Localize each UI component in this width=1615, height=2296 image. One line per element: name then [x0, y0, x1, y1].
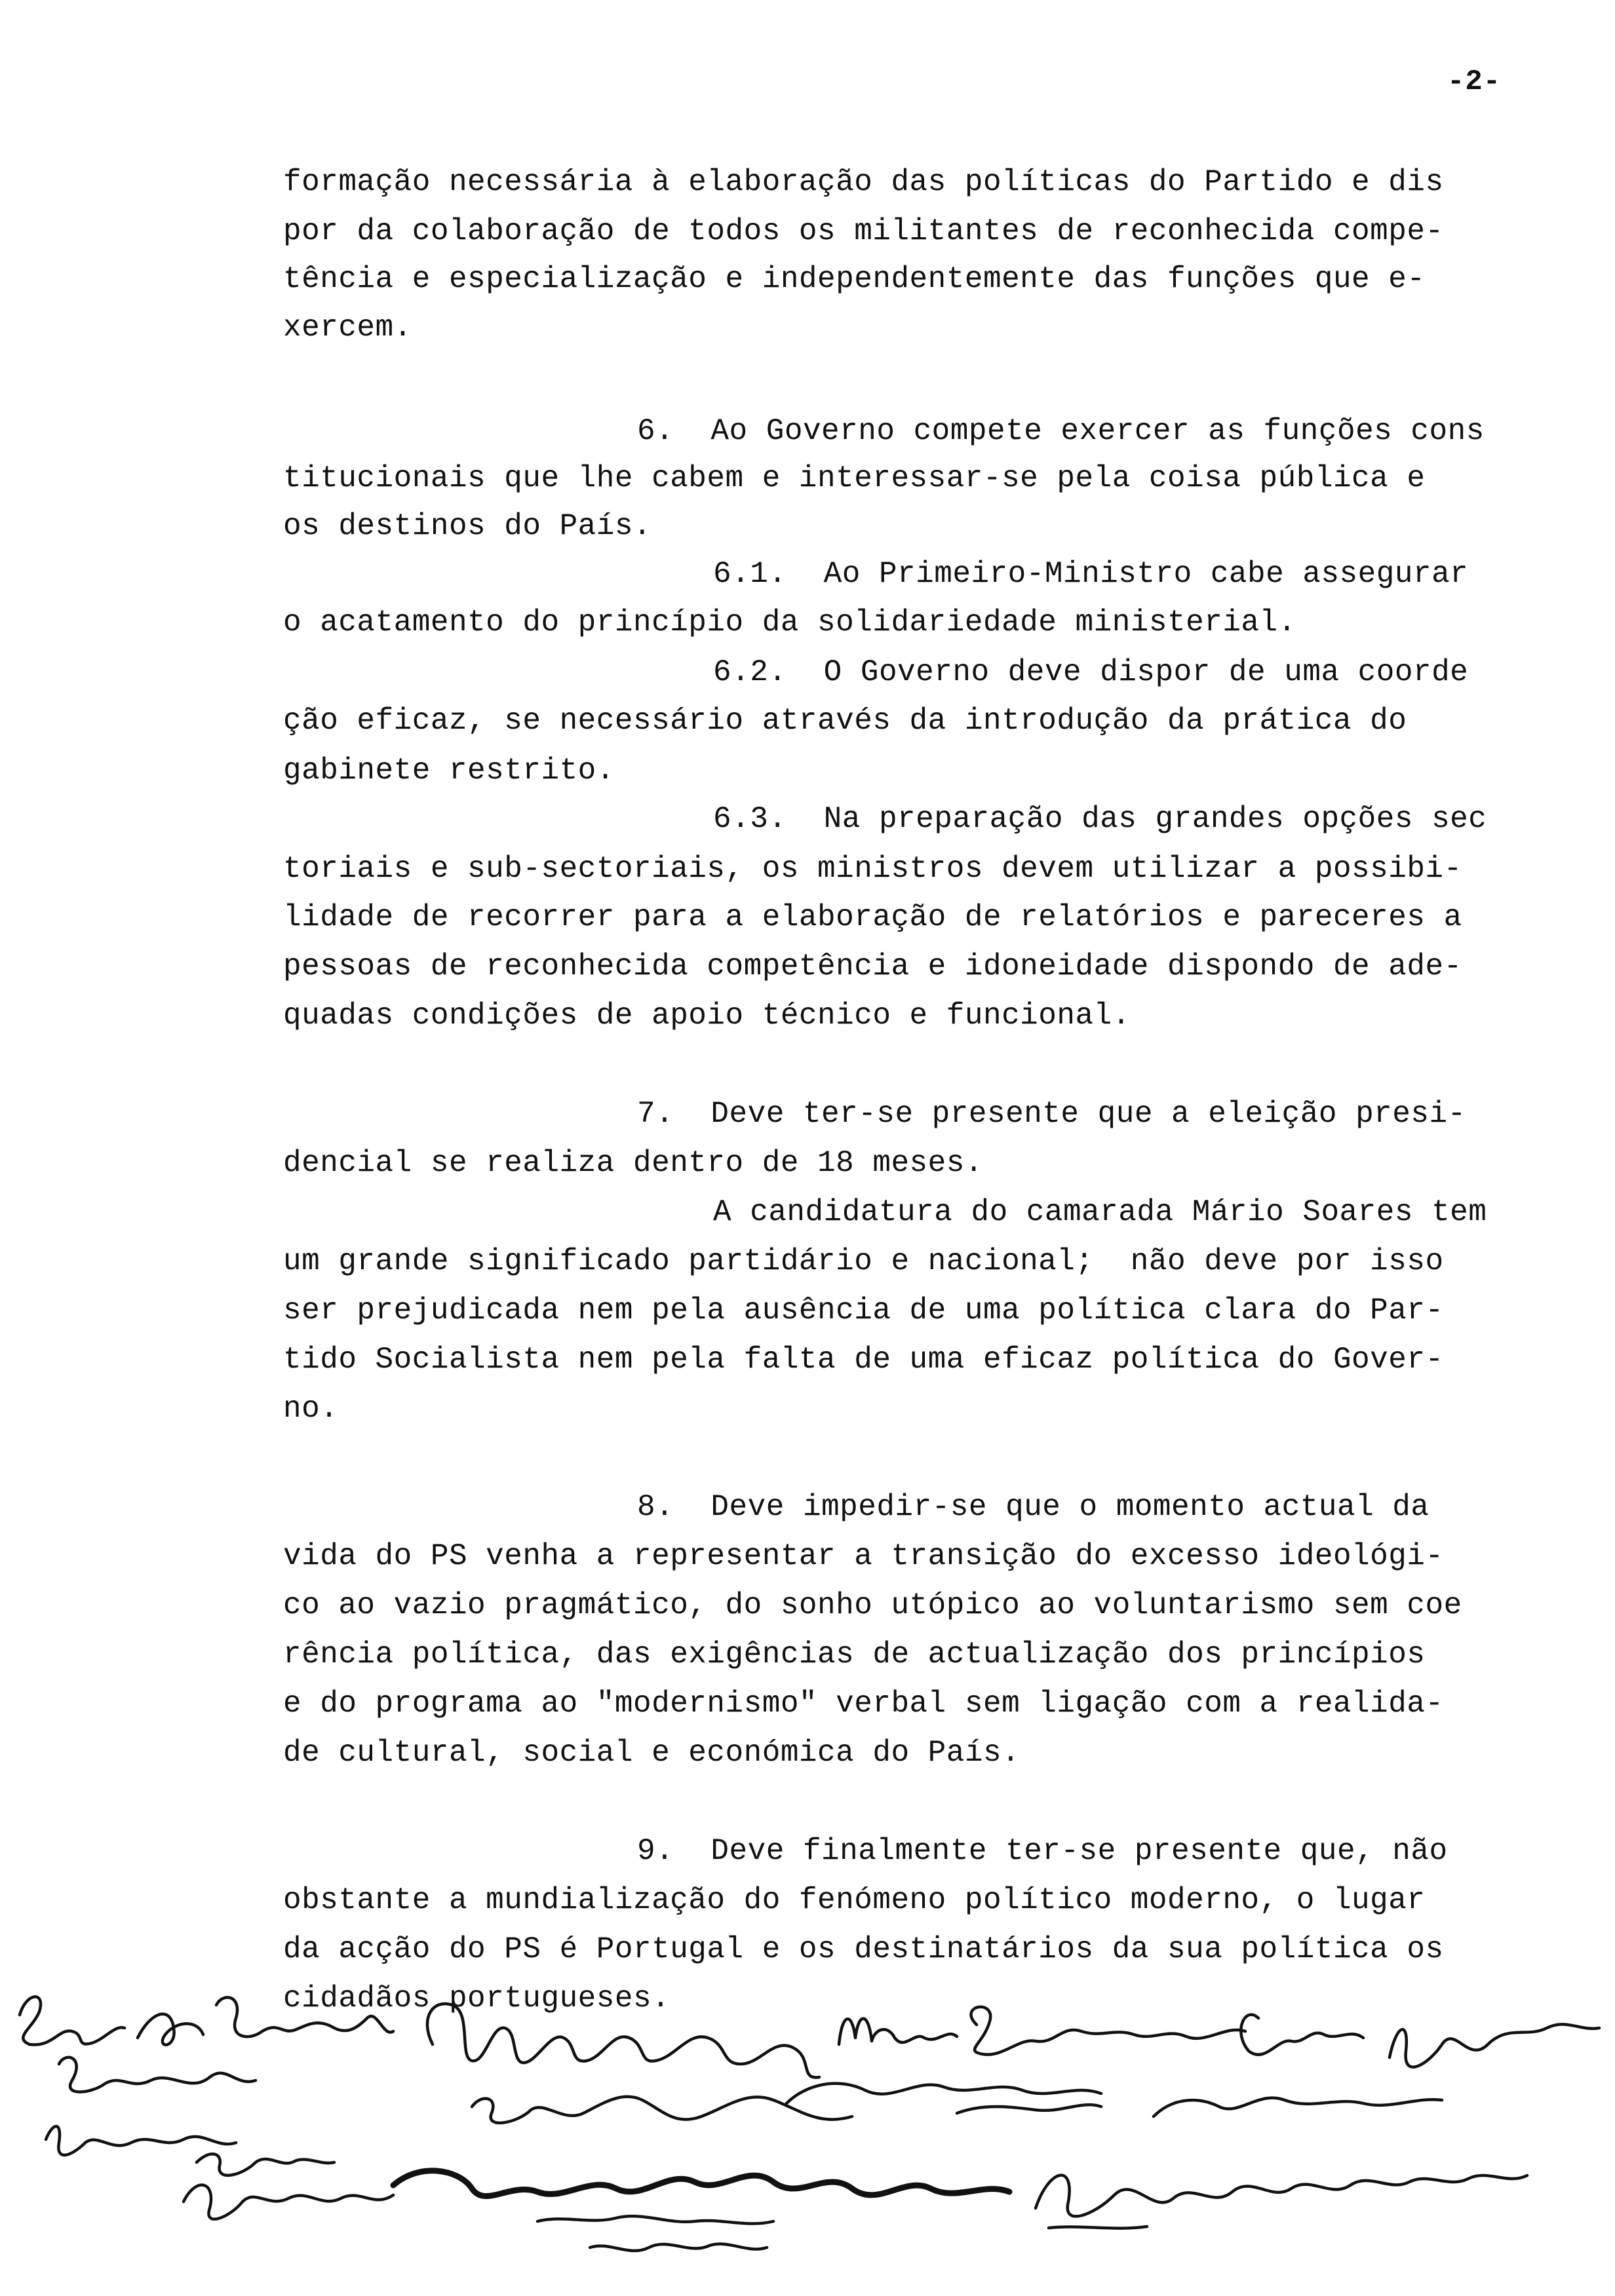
text-line: quadas condições de apoio técnico e funcional. [283, 999, 1131, 1033]
paragraph-8-heading: 8. Deve impedir-se que o momento actual da [637, 1490, 1430, 1524]
text-line: xercem. [283, 311, 412, 345]
text-line: toriais e sub-sectoriais, os ministros devem utilizar a possibi- [283, 852, 1462, 886]
paragraph-7-heading: 7. Deve ter-se presente que a eleição presi- [637, 1097, 1466, 1131]
page-number: -2- [1447, 66, 1502, 98]
text-line: gabinete restrito. [283, 754, 615, 788]
text-line: ser prejudicada nem pela ausência de uma política clara do Par- [283, 1293, 1444, 1328]
text-line: um grande significado partidário e nacional; não deve por isso [283, 1244, 1444, 1278]
text-line: A candidatura do camarada Mário Soares tem [713, 1195, 1487, 1229]
signature-right-upper [1154, 2024, 1599, 2116]
text-line: vida do PS venha a representar a transição do excesso ideológi- [283, 1539, 1444, 1573]
paragraph-6-1-heading: 6.1. Ao Primeiro-Ministro cabe assegurar [713, 557, 1469, 591]
text-line: e do programa ao "modernismo" verbal sem ligação com a realida- [283, 1687, 1444, 1721]
text-line: os destinos do País. [283, 509, 652, 543]
paragraph-6-heading: 6. Ao Governo compete exercer as funções cons [637, 414, 1485, 448]
text-line: lidade de recorrer para a elaboração de relatórios e pareceres a [283, 900, 1462, 934]
text-line: rência política, das exigências de actualização dos princípios [283, 1637, 1426, 1672]
text-line: de cultural, social e económica do País. [283, 1736, 1021, 1770]
text-line: tido Socialista nem pela falta de uma eficaz política do Gover- [283, 1343, 1444, 1377]
signature-beatriz-cal-brandao [20, 1997, 393, 2175]
text-line: formação necessária à elaboração das políticas do Partido e dis [283, 165, 1444, 199]
text-line: tência e especialização e independentemente das funções que e- [283, 262, 1426, 296]
text-line: titucionais que lhe cabem e interessar-se pela coisa pública e [283, 461, 1426, 495]
signature-bottom-row [184, 2171, 1527, 2251]
text-line: cidadãos portugueses. [283, 1981, 671, 2016]
handwritten-signatures [0, 1966, 1615, 2296]
paragraph-6-3-heading: 6.3. Na preparação das grandes opções sec [713, 802, 1487, 836]
text-line: obstante a mundialização do fenómeno político moderno, o lugar [283, 1883, 1426, 1917]
text-line: o acatamento do princípio da solidariedade ministerial. [283, 605, 1296, 640]
text-line: no. [283, 1392, 339, 1426]
text-line: pessoas de reconhecida competência e idoneidade dispondo de ade- [283, 949, 1462, 984]
text-line: por da colaboração de todos os militantes de reconhecida compe- [283, 214, 1444, 248]
text-line: da acção do PS é Portugal e os destinatários da sua política os [283, 1932, 1444, 1966]
paragraph-9-heading: 9. Deve finalmente ter-se presente que, não [637, 1834, 1448, 1868]
signatures-block [0, 1966, 1615, 2296]
text-line: ção eficaz, se necessário através da introdução da prática do [283, 704, 1407, 738]
text-line: dencial se realiza dentro de 18 meses. [283, 1146, 983, 1180]
signature-manuel-alegre [427, 2004, 852, 2123]
text-line: co ao vazio pragmático, do sonho utópico ao voluntarismo sem coe [283, 1588, 1462, 1622]
paragraph-6-2-heading: 6.2. O Governo deve dispor de uma coorde [713, 655, 1469, 689]
